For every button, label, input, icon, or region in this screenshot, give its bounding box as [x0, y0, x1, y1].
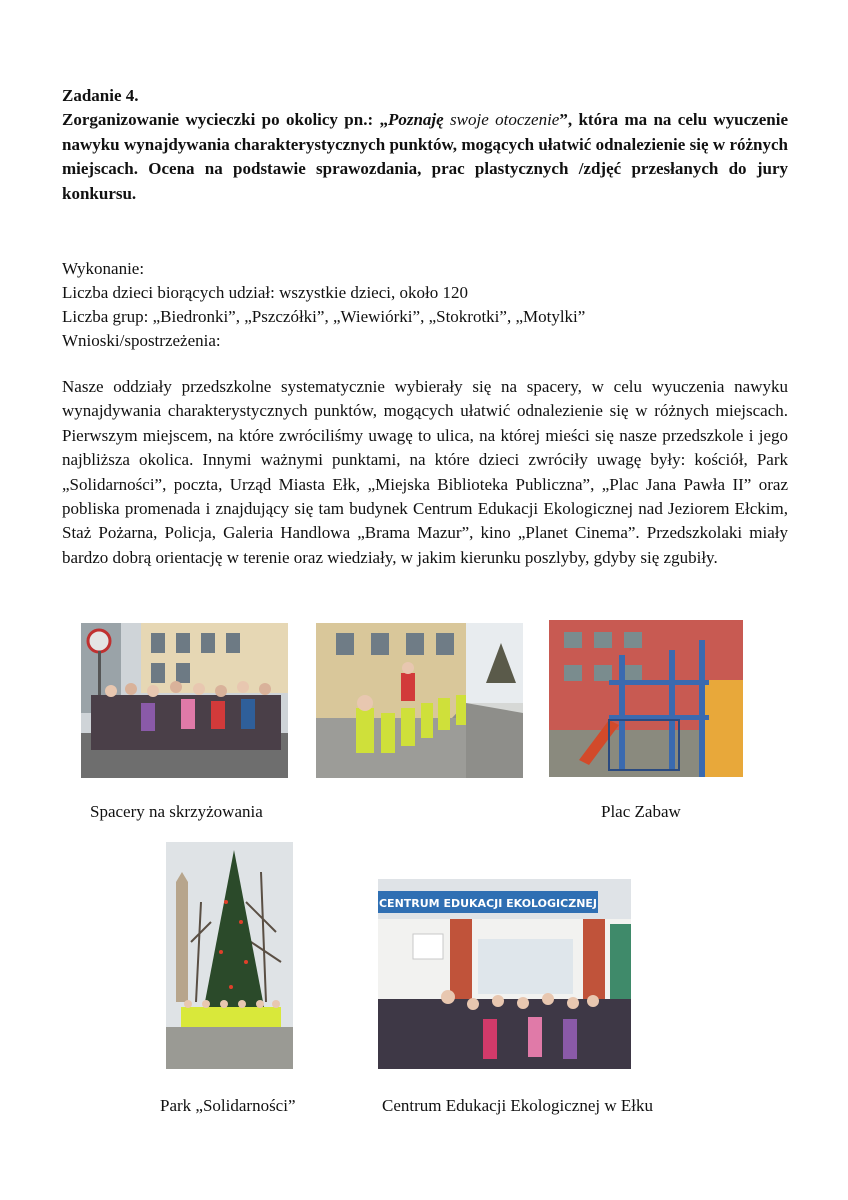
center-sign-text: CENTRUM EDUKACJI EKOLOGICZNEJ — [378, 897, 598, 910]
conclusions-label: Wnioski/spostrzeżenia: — [62, 331, 221, 350]
photo-playground — [549, 620, 743, 777]
photo-eco-center — [378, 879, 631, 1069]
task-title-italic: swoje otoczenie — [443, 110, 560, 129]
photo-park-tree — [166, 842, 293, 1069]
execution-label: Wykonanie: — [62, 259, 145, 278]
task-description — [62, 108, 788, 206]
task-title-bold: Poznaję — [387, 110, 444, 129]
groups-list: Liczba grup: „Biedronki”, „Pszczółki”, „Wiewiórki”, „Stokrotki”, „Motylki” — [62, 307, 586, 326]
photo-street-crossing — [81, 623, 288, 778]
children-count: Liczba dzieci biorących udział: wszystkie dzieci, około 120 — [62, 283, 468, 302]
execution-info — [62, 257, 585, 353]
task-text-end: ”, która ma na celu wyuczenie nawyku wynajdywania charakterystycznych punktów, mogących ułatwić odnalezienie się w różnych miejscach. Ocena na podstawie sprawozdania, prac plastycznych /zdjęć przesłanych do jury konkursu. — [62, 110, 789, 203]
task-text-start: Zorganizowanie wycieczki po okolicy pn.: „ — [62, 110, 388, 129]
photo-sidewalk-walk — [316, 623, 523, 778]
caption-playground: Plac Zabaw — [601, 802, 681, 821]
caption-park: Park „Solidarności” — [160, 1096, 296, 1115]
conclusions-paragraph: Nasze oddziały przedszkolne systematycznie wybierały się na spacery, w celu wyuczenia nawyku wynajdywania charakterystycznych punktów, mogących ułatwić odnalezienie się w różnych miejscach. Pierwszym miejscem, na które zwróciliśmy uwagę to ulica, na której mieści się nasze przedszkole i jego najbliższa okolica. Innymi ważnymi punktami, na które dzieci zwróciły uwagę były: kościół, Park „Solidarności”, poczta, Urząd Miasta Ełk, „Miejska Biblioteka Publiczna”, „Plac Jana Pawła II” oraz pobliska promenada i znajdujący się tam budynek Centrum Edukacji Ekologicznej nad Jeziorem Ełckim, Staż Pożarna, Policja, Galeria Handlowa „Brama Mazur”, kino „Planet Cinema”. Przedszkolaki miały bardzo dobrą orientację w terenie oraz wiedziały, w jakim kierunku poszlyby, gdyby się zgubiły. — [62, 377, 788, 567]
caption-street-crossing: Spacery na skrzyżowania — [90, 802, 263, 821]
caption-eco-center: Centrum Edukacji Ekologicznej w Ełku — [382, 1096, 653, 1115]
task-heading: Zadanie 4. — [62, 86, 139, 105]
